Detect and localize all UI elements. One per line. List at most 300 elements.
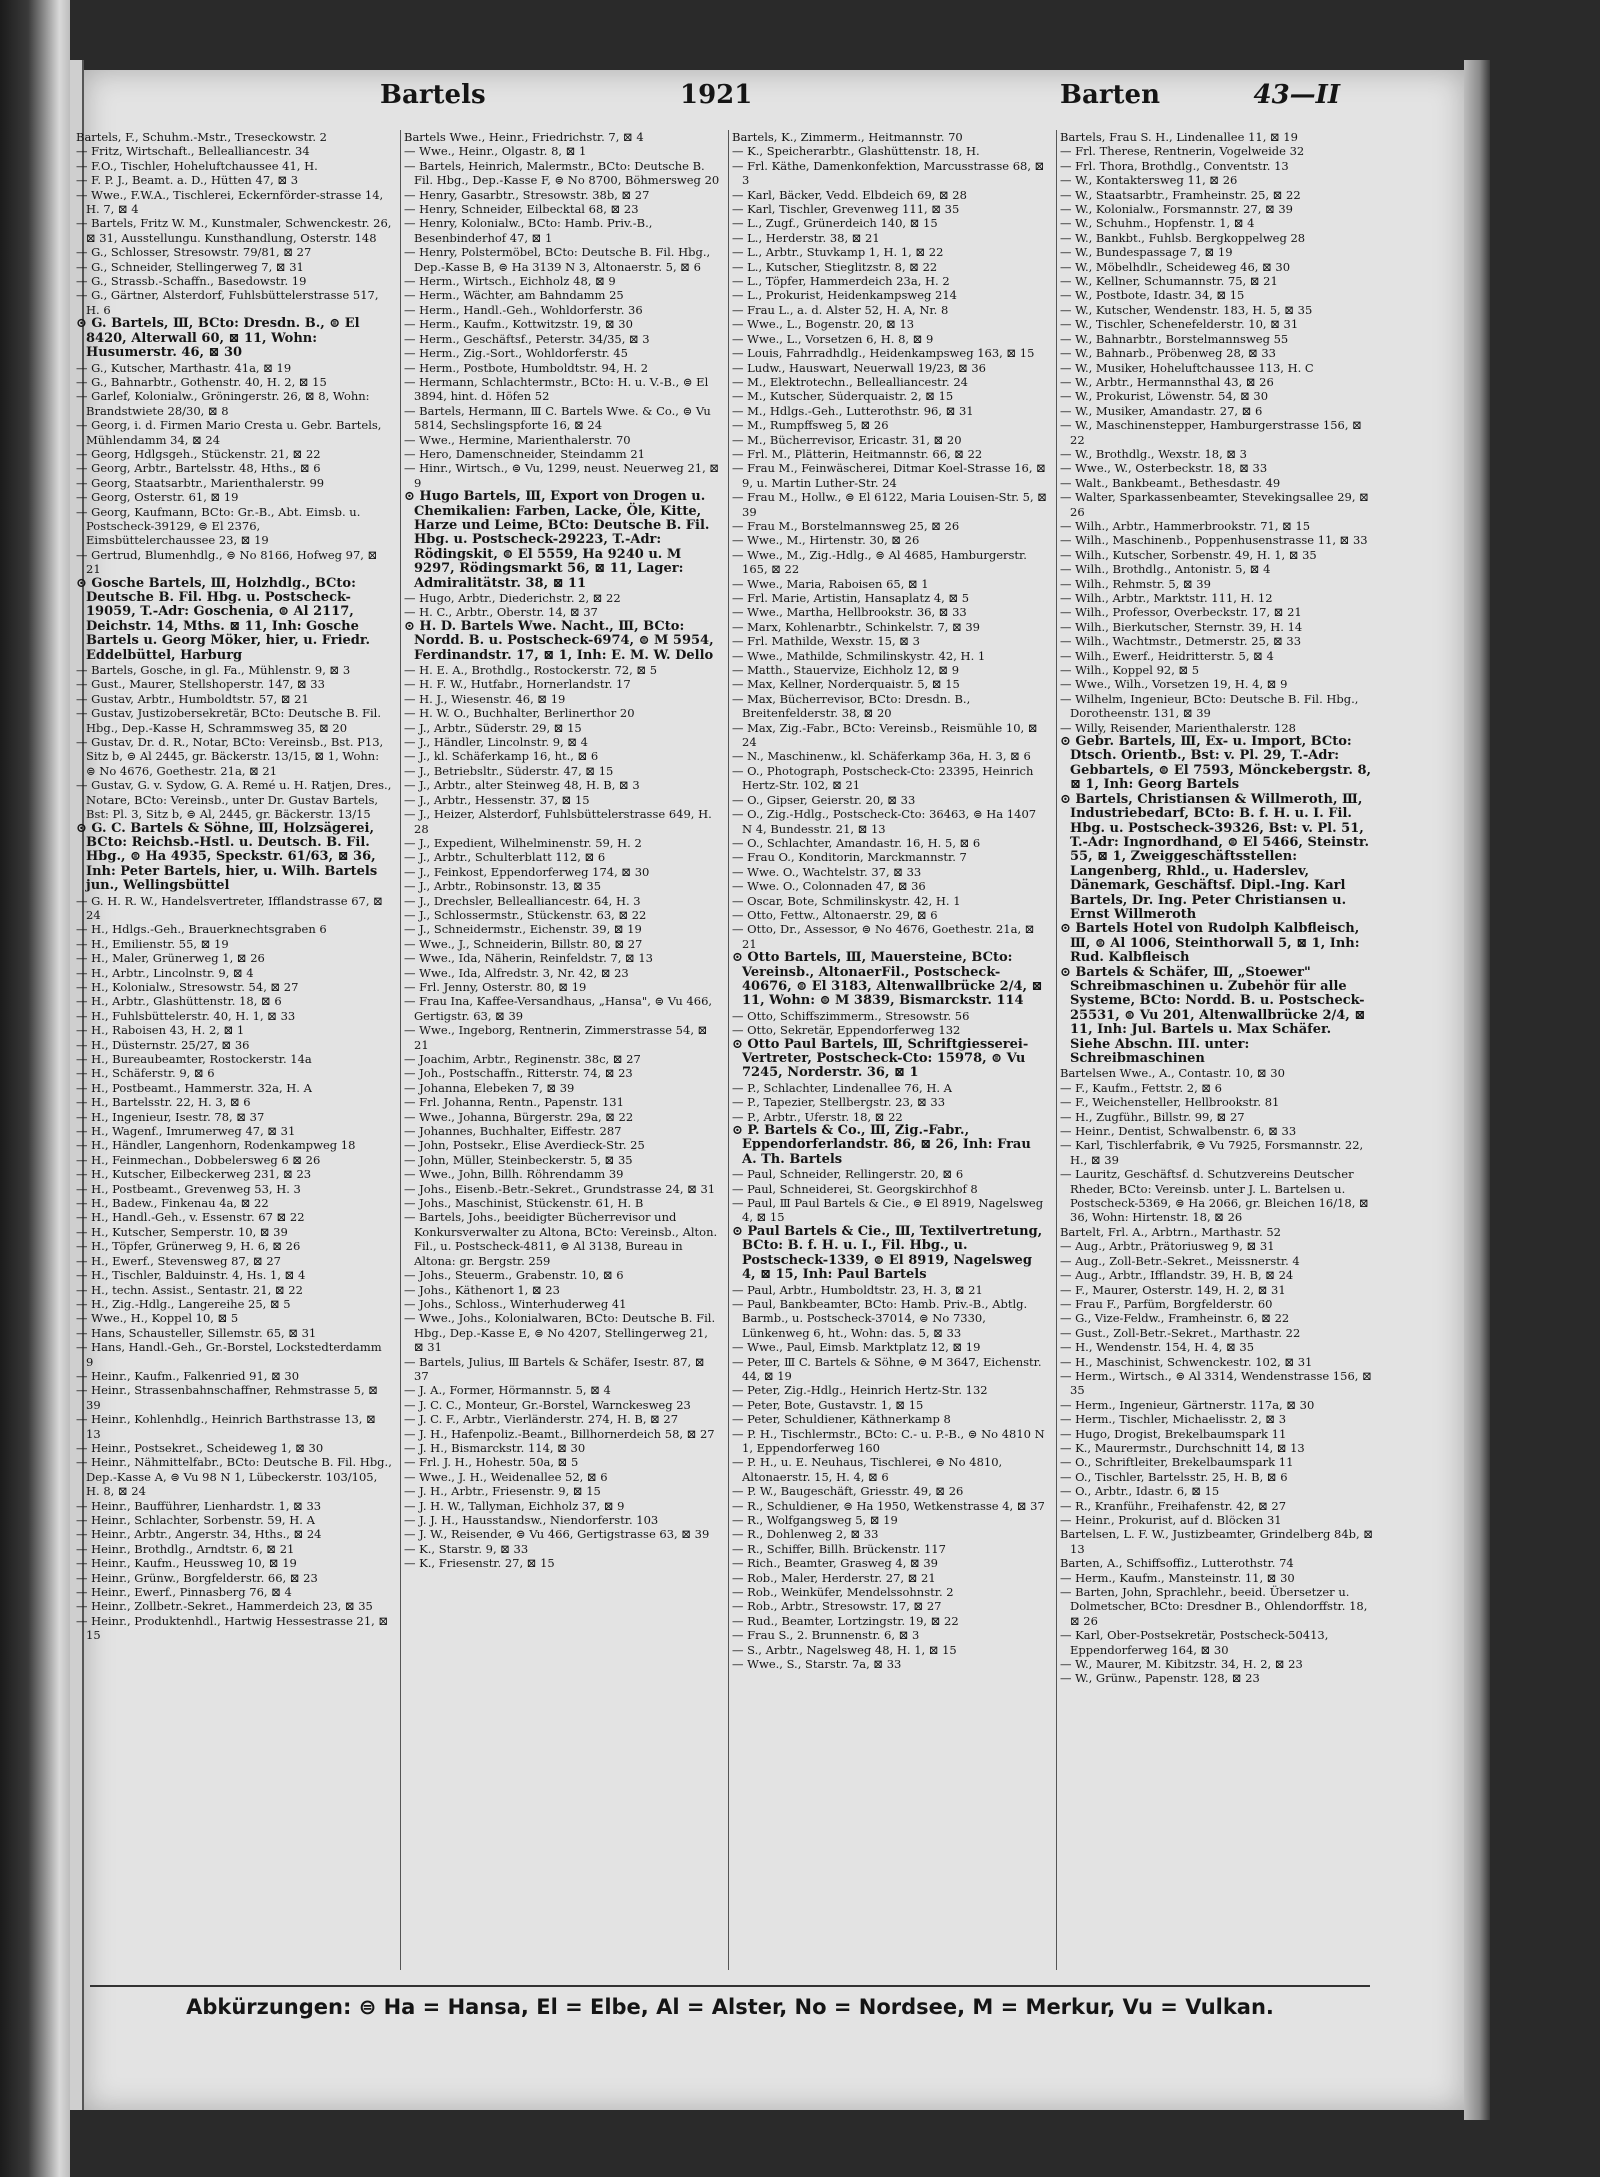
directory-entry: — Heinr., Arbtr., Angerstr. 34, Hths., ⊠ 24	[76, 1527, 322, 1542]
directory-entry: — Wilh., Arbtr., Marktstr. 111, H. 12	[1060, 591, 1273, 605]
directory-entry: — Aug., Arbtr., Prätoriusweg 9, ⊠ 31	[1060, 1239, 1275, 1254]
directory-entry: Barten, A., Schiffsoffiz., Lutterothstr. 74	[1060, 1556, 1294, 1571]
directory-entry: — Otto, Fettw., Altonaerstr. 29, ⊠ 6	[732, 907, 938, 922]
directory-entry: — W., Bahnarbtr., Borstelmannsweg 55	[1060, 331, 1289, 346]
directory-entry: — Wwe., L., Vorsetzen 6, H. 8, ⊠ 9	[732, 331, 934, 346]
directory-entry: — H., Tischler, Balduinstr. 4, Hs. 1, ⊠ 4	[76, 1268, 306, 1283]
directory-entry: — H. E. A., Brothdlg., Rostockerstr. 72, ⊠ 5	[404, 663, 658, 678]
directory-entry: — H., Emilienstr. 55, ⊠ 19	[76, 936, 229, 951]
directory-entry: — Heinr., Schlachter, Sorbenstr. 59, H. A	[76, 1513, 315, 1527]
directory-entry: — Georg, Hdlgsgeh., Stückenstr. 21, ⊠ 22	[76, 446, 321, 461]
directory-entry: — G., Bahnarbtr., Gothenstr. 40, H. 2, ⊠ 15	[76, 374, 327, 389]
directory-entry: — Georg, Staatsarbtr., Marienthalerstr. 99	[76, 475, 325, 490]
directory-entry: — P. H., u. E. Neuhaus, Tischlerei, ⊜ No 4810, Altonaerstr. 15, H. 4, ⊠ 6	[732, 1455, 1003, 1484]
directory-entry: — Frau S., 2. Brunnenstr. 6, ⊠ 3	[732, 1628, 920, 1643]
directory-entry: — J. H., Hafenpoliz.-Beamt., Billhornerdeich 58, ⊠ 27	[404, 1426, 715, 1441]
directory-entry: — J., Heizer, Alsterdorf, Fuhlsbüttelerstrasse 649, H. 28	[404, 807, 712, 836]
directory-entry: — Heinr., Kaufm., Heussweg 10, ⊠ 19	[76, 1556, 297, 1571]
directory-entry: Bartels, Frau S. H., Lindenallee 11, ⊠ 19	[1060, 130, 1298, 144]
directory-entry: — Heinr., Postsekret., Scheideweg 1, ⊠ 30	[76, 1440, 324, 1455]
directory-entry: ⊙ Otto Bartels, Ⅲ, Mauersteine, BCto: Vereinsb., AltonaerFil., Postscheck-40676, ⊜ El 3183, Altenwallbrücke 2/4, ⊠ 11, Wohn: ⊜ M 3839, Bismarckstr. 114	[732, 950, 1043, 1009]
directory-entry: — Wilh., Bierkutscher, Sternstr. 39, H. 14	[1060, 619, 1303, 634]
directory-entry: — Herm., Zig.-Sort., Wohldorferstr. 45	[404, 346, 628, 361]
directory-entry: — L., Zugf., Grünerdeich 140, ⊠ 15	[732, 216, 938, 231]
directory-entry: — Gertrud, Blumenhdlg., ⊜ No 8166, Hofweg 97, ⊠ 21	[76, 547, 378, 577]
directory-entry: — Gust., Zoll-Betr.-Sekret., Marthastr. 22	[1060, 1325, 1301, 1340]
directory-entry: — Paul, Arbtr., Humboldtstr. 23, H. 3, ⊠ 21	[732, 1282, 983, 1297]
directory-entry: — Herm., Postbote, Humboldtstr. 94, H. 2	[404, 360, 649, 375]
directory-entry: — Wwe. O., Colonnaden 47, ⊠ 36	[732, 879, 926, 894]
directory-entry: — Karl, Bäcker, Vedd. Elbdeich 69, ⊠ 28	[732, 187, 967, 202]
directory-entry: — L., Herderstr. 38, ⊠ 21	[732, 230, 880, 245]
directory-entry: — Johannes, Buchhalter, Eiffestr. 287	[404, 1124, 622, 1139]
directory-entry: — Bartels, Heinrich, Malermstr., BCto: Deutsche B. Fil. Hbg., Dep.-Kasse F, ⊜ No 8700, Böhmersweg 20	[404, 158, 720, 188]
directory-entry: — Wwe., M., Hirtenstr. 30, ⊠ 26	[732, 533, 920, 548]
directory-entry: — H. C., Arbtr., Oberstr. 14, ⊠ 37	[404, 605, 598, 620]
directory-entry: — H., Arbtr., Lincolnstr. 9, ⊠ 4	[76, 965, 254, 980]
directory-entry: — Georg, Osterstr. 61, ⊠ 19	[76, 490, 239, 505]
directory-entry: — S., Arbtr., Nagelsweg 48, H. 1, ⊠ 15	[732, 1642, 957, 1657]
directory-entry: — K., Speicherarbtr., Glashüttenstr. 18, H.	[732, 144, 980, 159]
directory-entry: — H. W. O., Buchhalter, Berlinerthor 20	[404, 706, 635, 721]
directory-entry: — Wilh., Wachtmstr., Detmerstr. 25, ⊠ 33	[1060, 634, 1302, 649]
directory-entry: — Bartels, Gosche, in gl. Fa., Mühlenstr. 9, ⊠ 3	[76, 663, 351, 678]
directory-entry: — H., Zig.-Hdlg., Langereihe 25, ⊠ 5	[76, 1296, 291, 1311]
directory-entry: — H., Kutscher, Semperstr. 10, ⊠ 39	[76, 1224, 288, 1239]
directory-entry: — R., Wolfgangsweg 5, ⊠ 19	[732, 1513, 898, 1527]
directory-entry: — K., Friesenstr. 27, ⊠ 15	[404, 1556, 555, 1571]
directory-entry: — J., Expedient, Wilhelminenstr. 59, H. 2	[404, 835, 642, 850]
directory-entry: — Paul, Ⅲ Paul Bartels & Cie., ⊜ El 8919, Nagelsweg 4, ⊠ 15	[732, 1196, 1044, 1225]
directory-entry: — Bartels, Fritz W. M., Kunstmaler, Schwenckestr. 26, ⊠ 31, Ausstellungu. Kunsthandlung, Osterstr. 148	[76, 216, 392, 245]
directory-entry: — Wwe., Johs., Kolonialwaren, BCto: Deutsche B. Fil. Hbg., Dep.-Kasse E, ⊜ No 4207, Stellingerweg 21, ⊠ 31	[404, 1311, 716, 1355]
directory-entry: — J., Arbtr., Süderstr. 29, ⊠ 15	[404, 720, 582, 735]
directory-entry: — R., Schuldiener, ⊜ Ha 1950, Wetkenstrasse 4, ⊠ 37	[732, 1498, 1045, 1513]
directory-entry: — R., Schiffer, Billh. Brückenstr. 117	[732, 1541, 946, 1556]
directory-entry: — Wwe., Ida, Alfredstr. 3, Nr. 42, ⊠ 23	[404, 965, 629, 980]
directory-entry: — Johs., Schloss., Winterhuderweg 41	[404, 1296, 627, 1311]
directory-entry: — Wwe., John, Billh. Röhrendamm 39	[404, 1167, 624, 1182]
directory-entry: — Gustav, Arbtr., Humboldtstr. 57, ⊠ 21	[76, 691, 309, 706]
directory-entry: — Heinr., Grünw., Borgfelderstr. 66, ⊠ 23	[76, 1570, 318, 1585]
directory-entry: — H., Bureaubeamter, Rostockerstr. 14a	[76, 1052, 312, 1066]
directory-entry: — Wwe., S., Starstr. 7a, ⊠ 33	[732, 1657, 902, 1672]
directory-entry: — Wwe., W., Osterbeckstr. 18, ⊠ 33	[1060, 461, 1268, 476]
directory-entry: — Wwe., Mathilde, Schmilinskystr. 42, H. 1	[732, 648, 986, 663]
directory-entry: — H., Badew., Finkenau 4a, ⊠ 22	[76, 1196, 269, 1211]
directory-entry: — H., Wagenf., Imrumerweg 47, ⊠ 31	[76, 1124, 296, 1139]
directory-entry: — Aug., Arbtr., Ifflandstr. 39, H. B, ⊠ 24	[1060, 1268, 1294, 1283]
directory-entry: — Gustav, G. v. Sydow, G. A. Remé u. H. Ratjen, Dres., Notare, BCto: Vereinsb., unter Dr. Gustav Bartels, Bst: Pl. 3, Sitz b, ⊜ Al, 2445, gr. Bäckerstr. 13/15	[76, 778, 392, 822]
header-last-name: Barten	[1060, 80, 1160, 110]
directory-entry: — O., Arbtr., Idastr. 6, ⊠ 15	[1060, 1484, 1220, 1499]
directory-entry: — Wilh., Maschinenb., Poppenhusenstrasse 11, ⊠ 33	[1060, 533, 1368, 548]
directory-entry: — Wwe., F.W.A., Tischlerei, Eckernförder-strasse 14, H. 7, ⊠ 4	[76, 187, 384, 217]
directory-entry: — Wwe., L., Bogenstr. 20, ⊠ 13	[732, 317, 915, 332]
directory-entry: — H., Raboisen 43, H. 2, ⊠ 1	[76, 1023, 245, 1038]
directory-entry: — Herm., Wächter, am Bahndamm 25	[404, 288, 624, 303]
directory-entry: — H., Düsternstr. 25/27, ⊠ 36	[76, 1037, 250, 1052]
directory-entry: — Heinr., Ewerf., Pinnasberg 76, ⊠ 4	[76, 1585, 292, 1600]
directory-entry: — Frau M., Feinwäscherei, Ditmar Koel-Strasse 16, ⊠ 9, u. Martin Luther-Str. 24	[732, 461, 1046, 490]
directory-entry: — F. P. J., Beamt. a. D., Hütten 47, ⊠ 3	[76, 173, 299, 188]
directory-entry: — Peter, Schuldiener, Käthnerkamp 8	[732, 1412, 951, 1427]
directory-entry: — J. J. H., Hausstandsw., Niendorferstr. 103	[404, 1513, 659, 1527]
directory-entry: — Johanna, Elebeken 7, ⊠ 39	[404, 1080, 575, 1095]
directory-entry: — Peter, Zig.-Hdlg., Heinrich Hertz-Str. 132	[732, 1383, 988, 1398]
directory-entry: — Lauritz, Geschäftsf. d. Schutzvereins Deutscher Rheder, BCto: Vereinsb. unter J. L. Bartelsen u. Postscheck-5369, ⊜ Ha 2066, gr. Bleichen 16/18, ⊠ 36, Wohn: Hirtenstr. 18, ⊠ 26	[1060, 1167, 1369, 1225]
directory-entry: — L., Arbtr., Stuvkamp 1, H. 1, ⊠ 22	[732, 245, 944, 260]
directory-entry: — Wwe., Ingeborg, Rentnerin, Zimmerstrasse 54, ⊠ 21	[404, 1023, 708, 1052]
directory-entry: — Wwe., H., Koppel 10, ⊠ 5	[76, 1311, 239, 1326]
directory-entry: — R., Kranführ., Freihafenstr. 42, ⊠ 27	[1060, 1498, 1287, 1513]
directory-entry: — Heinr., Kohlenhdlg., Heinrich Barthstrasse 13, ⊠ 13	[76, 1412, 376, 1441]
directory-entry: — O., Zig.-Hdlg., Postscheck-Cto: 36463, ⊜ Ha 1407 N 4, Bundesstr. 21, ⊠ 13	[732, 807, 1037, 836]
directory-entry: — Wilh., Arbtr., Hammerbrookstr. 71, ⊠ 15	[1060, 518, 1311, 533]
directory-entry: — Wilh., Professor, Overbeckstr. 17, ⊠ 21	[1060, 605, 1302, 620]
directory-entry: — Frau M., Hollw., ⊜ El 6122, Maria Louisen-Str. 5, ⊠ 39	[732, 490, 1047, 519]
directory-entry: — Wilh., Kutscher, Sorbenstr. 49, H. 1, ⊠ 35	[1060, 547, 1317, 562]
directory-entry: — Frl. Thora, Brothdlg., Conventstr. 13	[1060, 158, 1289, 173]
directory-entry: — J. H. W., Tallyman, Eichholz 37, ⊠ 9	[404, 1498, 625, 1513]
page-number: 43—II	[1253, 80, 1340, 110]
directory-entry: — Henry, Kolonialw., BCto: Hamb. Priv.-B., Besenbinderhof 47, ⊠ 1	[404, 216, 653, 245]
header-first-name: Bartels	[380, 80, 486, 110]
column-4	[1060, 130, 1376, 1970]
directory-entry: — G., Kutscher, Marthastr. 41a, ⊠ 19	[76, 360, 292, 375]
directory-entry: — J. A., Former, Hörmannstr. 5, ⊠ 4	[404, 1383, 611, 1398]
directory-entry: ⊙ Hugo Bartels, Ⅲ, Export von Drogen u. Chemikalien: Farben, Lacke, Öle, Kitte, Harze und Leime, BCto: Deutsche B. Fil. Hbg. u. Postscheck-29223, T.-Adr: Rödingskit, ⊜ El 5559, Ha 9240 u. M 9297, Rödingsmarkt 56, ⊠ 11, Lager: Admiralitätstr. 38, ⊠ 11	[404, 489, 710, 591]
directory-entry: — Peter, Ⅲ C. Bartels & Söhne, ⊜ M 3647, Eichenstr. 44, ⊠ 19	[732, 1354, 1042, 1383]
directory-entry: — W., Grünw., Papenstr. 128, ⊠ 23	[1060, 1671, 1260, 1686]
directory-entry: ⊙ G. Bartels, Ⅲ, BCto: Dresdn. B., ⊜ El 8420, Alterwall 60, ⊠ 11, Wohn: Husumerstr. 46, ⊠ 30	[76, 316, 360, 361]
directory-entry: Bartelsen, L. F. W., Justizbeamter, Grindelberg 84b, ⊠ 13	[1060, 1527, 1373, 1556]
directory-entry: — W., Kutscher, Wendenstr. 183, H. 5, ⊠ 35	[1060, 302, 1313, 317]
directory-entry: — O., Schlachter, Amandastr. 16, H. 5, ⊠ 6	[732, 835, 981, 850]
directory-entry: — Hugo, Drogist, Brekelbaumspark 11	[1060, 1426, 1287, 1441]
directory-entry: — Otto, Schiffszimmerm., Stresowstr. 56	[732, 1008, 970, 1023]
directory-entry: — W., Musiker, Hoheluftchaussee 113, H. C	[1060, 360, 1314, 375]
directory-entry: — H., Händler, Langenhorn, Rodenkampweg 18	[76, 1138, 356, 1153]
directory-entry: — Herm., Kaufm., Kottwitzstr. 19, ⊠ 30	[404, 317, 633, 332]
directory-entry: — Karl, Tischlerfabrik, ⊜ Vu 7925, Forsmannstr. 22, H., ⊠ 39	[1060, 1138, 1364, 1167]
directory-entry: — Herm., Handl.-Geh., Wohldorferstr. 36	[404, 302, 643, 317]
directory-entry: — Georg, i. d. Firmen Mario Cresta u. Gebr. Bartels, Mühlendamm 34, ⊠ 24	[76, 418, 382, 447]
directory-entry: Bartels Wwe., Heinr., Friedrichstr. 7, ⊠ 4	[404, 130, 644, 144]
directory-entry: — Frau F., Parfüm, Borgfelderstr. 60	[1060, 1296, 1273, 1311]
directory-entry: — Johs., Eisenb.-Betr.-Sekret., Grundstrasse 24, ⊠ 31	[404, 1181, 716, 1196]
directory-entry: ⊙ Otto Paul Bartels, Ⅲ, Schriftgiesserei-Vertreter, Postscheck-Cto: 15978, ⊜ Vu 7245, Norderstr. 36, ⊠ 1	[732, 1036, 1029, 1081]
directory-entry: — W., Staatsarbtr., Framheinstr. 25, ⊠ 22	[1060, 187, 1301, 202]
directory-entry: — John, Postsekr., Elise Averdieck-Str. 25	[404, 1138, 645, 1153]
directory-entry: — W., Maurer, M. Kibitzstr. 34, H. 2, ⊠ 23	[1060, 1657, 1303, 1672]
directory-entry: — H., Maschinist, Schwenckestr. 102, ⊠ 31	[1060, 1354, 1313, 1369]
directory-entry: — Johs., Maschinist, Stückenstr. 61, H. B	[404, 1196, 644, 1211]
directory-entry: — Hans, Schausteller, Sillemstr. 65, ⊠ 31	[76, 1325, 317, 1340]
directory-entry: — Louis, Fahrradhdlg., Heidenkampsweg 163, ⊠ 15	[732, 346, 1035, 361]
directory-entry: — Frau Ina, Kaffee-Versandhaus, „Hansa", ⊜ Vu 466, Gertigstr. 63, ⊠ 39	[404, 994, 713, 1023]
directory-entry: — G., Schlosser, Stresowstr. 79/81, ⊠ 27	[76, 245, 312, 260]
directory-entry: — Hans, Handl.-Geh., Gr.-Borstel, Lockstedterdamm 9	[76, 1340, 382, 1369]
directory-entry: — Herm., Ingenieur, Gärtnerstr. 117a, ⊠ 30	[1060, 1397, 1315, 1412]
directory-entry: — O., Tischler, Bartelsstr. 25, H. B, ⊠ 6	[1060, 1469, 1288, 1484]
directory-entry: — Heinr., Kaufm., Falkenried 91, ⊠ 30	[76, 1368, 300, 1383]
directory-entry: — Paul, Bankbeamter, BCto: Hamb. Priv.-B., Abtlg. Barmb., u. Postscheck-37014, ⊜ No 7330, Lünkenweg 6, ht., Wohn: das. 5, ⊠ 33	[732, 1296, 1028, 1340]
directory-entry: — Gustav, Justizobersekretär, BCto: Deutsche B. Fil. Hbg., Dep.-Kasse H, Schrammsweg 35, ⊠ 20	[76, 706, 381, 735]
directory-entry: — Otto, Dr., Assessor, ⊜ No 4676, Goethestr. 21a, ⊠ 21	[732, 922, 1035, 951]
directory-entry: — N., Maschinenw., kl. Schäferkamp 36a, H. 3, ⊠ 6	[732, 749, 1031, 764]
directory-entry: — H., Postbeamt., Grevenweg 53, H. 3	[76, 1181, 301, 1196]
directory-entry: — Rob., Arbtr., Stresowstr. 17, ⊠ 27	[732, 1599, 942, 1614]
directory-entry: — J. W., Reisender, ⊜ Vu 466, Gertigstrasse 63, ⊠ 39	[404, 1527, 710, 1542]
directory-entry: ⊙ Bartels, Christiansen & Willmeroth, Ⅲ, Industriebedarf, BCto: B. f. H. u. I. Fil. Hbg. u. Postscheck-39326, Bst: v. Pl. 51, T.-Adr: Ingnordhand, ⊜ El 5466, Steinstr. 55, ⊠ 1, Zweiggeschäftsstellen: Langenberg, Rhld., u. Haderslev, Dänemark, Geschäftsf. Dipl.-Ing. Karl Bartels, Dr. Ing. Peter Christiansen u. Ernst Willmeroth	[1060, 791, 1370, 922]
directory-entry: — H., Handl.-Geh., v. Essenstr. 67 ⊠ 22	[76, 1210, 305, 1225]
directory-entry: — M., Hdlgs.-Geh., Lutterothstr. 96, ⊠ 31	[732, 403, 974, 418]
directory-entry: — L., Kutscher, Stieglitzstr. 8, ⊠ 22	[732, 259, 938, 274]
directory-entry: — L., Töpfer, Hammerdeich 23a, H. 2	[732, 274, 950, 289]
directory-entry: — Frl. Jenny, Osterstr. 80, ⊠ 19	[404, 979, 587, 994]
directory-entry: — H., Wendenstr. 154, H. 4, ⊠ 35	[1060, 1340, 1255, 1355]
directory-entry: — H., Postbeamt., Hammerstr. 32a, H. A	[76, 1080, 312, 1095]
directory-entry: — G., Vize-Feldw., Framheinstr. 6, ⊠ 22	[1060, 1311, 1290, 1326]
directory-entry: — W., Kolonialw., Forsmannstr. 27, ⊠ 39	[1060, 202, 1293, 217]
directory-entry: — Georg, Arbtr., Bartelsstr. 48, Hths., ⊠ 6	[76, 461, 321, 476]
directory-entry: — Herm., Wirtsch., ⊜ Al 3314, Wendenstrasse 156, ⊠ 35	[1060, 1368, 1372, 1398]
directory-entry: — G., Gärtner, Alsterdorf, Fuhlsbüttelerstrasse 517, H. 6	[76, 288, 379, 317]
directory-entry: — Willy, Reisender, Marienthalerstr. 128	[1060, 720, 1296, 735]
directory-entry: — Barten, John, Sprachlehr., beeid. Übersetzer u. Dolmetscher, BCto: Dresdner B., Ohlendorffstr. 18, ⊠ 26	[1060, 1585, 1368, 1628]
directory-entry: — H., Ewerf., Stevensweg 87, ⊠ 27	[76, 1253, 281, 1268]
directory-entry: — Peter, Bote, Gustavstr. 1, ⊠ 15	[732, 1397, 924, 1412]
directory-entry: — Wwe., Martha, Hellbrookstr. 36, ⊠ 33	[732, 605, 967, 620]
directory-entry: — Frau M., Borstelmannsweg 25, ⊠ 26	[732, 518, 960, 533]
directory-entry: — H., Arbtr., Glashüttenstr. 18, ⊠ 6	[76, 994, 282, 1009]
directory-entry: — Frl. Mathilde, Wexstr. 15, ⊠ 3	[732, 634, 920, 649]
directory-entry: — R., Dohlenweg 2, ⊠ 33	[732, 1527, 879, 1542]
directory-entry: — W., Arbtr., Hermannsthal 43, ⊠ 26	[1060, 374, 1274, 389]
directory-entry: — M., Kutscher, Süderquaistr. 2, ⊠ 15	[732, 389, 954, 404]
directory-entry: — W., Brothdlg., Wexstr. 18, ⊠ 3	[1060, 446, 1247, 461]
directory-entry: — Wwe., J. H., Weidenallee 52, ⊠ 6	[404, 1469, 608, 1484]
directory-entry: — J., Schneidermstr., Eichenstr. 39, ⊠ 19	[404, 922, 642, 937]
directory-entry: — Heinr., Prokurist, auf d. Blöcken 31	[1060, 1513, 1282, 1527]
directory-entry: — Wilh., Ewerf., Heidritterstr. 5, ⊠ 4	[1060, 648, 1274, 663]
directory-entry: — Karl, Ober-Postsekretär, Postscheck-50413, Eppendorferweg 164, ⊠ 30	[1060, 1628, 1329, 1657]
directory-entry: — P., Arbtr., Uferstr. 18, ⊠ 22	[732, 1109, 903, 1124]
directory-entry: — Marx, Kohlenarbtr., Schinkelstr. 7, ⊠ 39	[732, 619, 981, 634]
directory-entry: — K., Maurermstr., Durchschnitt 14, ⊠ 13	[1060, 1440, 1305, 1455]
directory-entry: — Rob., Maler, Herderstr. 27, ⊠ 21	[732, 1570, 936, 1585]
directory-entry: — Herm., Wirtsch., Eichholz 48, ⊠ 9	[404, 274, 616, 289]
directory-entry: — Herm., Kaufm., Mansteinstr. 11, ⊠ 30	[1060, 1570, 1295, 1585]
directory-entry: — Heinr., Baufführer, Lienhardstr. 1, ⊠ 33	[76, 1498, 322, 1513]
directory-entry: — Bartels, Julius, Ⅲ Bartels & Schäfer, Isestr. 87, ⊠ 37	[404, 1354, 705, 1383]
directory-entry: — Hero, Damenschneider, Steindamm 21	[404, 446, 645, 461]
directory-entry: — Wwe., Hermine, Marienthalerstr. 70	[404, 432, 631, 447]
directory-entry: — Wwe., Paul, Eimsb. Marktplatz 12, ⊠ 19	[732, 1340, 981, 1355]
directory-entry: — J., Arbtr., alter Steinweg 48, H. B, ⊠ 3	[404, 778, 640, 793]
directory-entry: — W., Kontaktersweg 11, ⊠ 26	[1060, 173, 1238, 188]
directory-entry: — W., Maschinenstepper, Hamburgerstrasse 156, ⊠ 22	[1060, 418, 1362, 447]
directory-entry: — Max, Zig.-Fabr., BCto: Vereinsb., Reismühle 10, ⊠ 24	[732, 720, 1038, 750]
directory-entry: ⊙ Bartels & Schäfer, Ⅲ, „Stoewer" Schreibmaschinen u. Zubehör für alle Systeme, BCto: Nordd. B. u. Postscheck-25531, ⊜ Vu 201, Altenwallbrücke 2/4, ⊠ 11, Inh: Jul. Bartels u. Max Schäfer. Siehe Abschn. III. unter: Schreibmaschinen	[1060, 964, 1366, 1066]
directory-entry: — Wilh., Koppel 92, ⊠ 5	[1060, 663, 1200, 678]
directory-entry: — H. J., Wiesenstr. 46, ⊠ 19	[404, 691, 566, 706]
directory-entry: — H., Schäferstr. 9, ⊠ 6	[76, 1066, 215, 1081]
directory-entry: — Wwe., Johanna, Bürgerstr. 29a, ⊠ 22	[404, 1109, 634, 1124]
directory-entry: — Wwe., J., Schneiderin, Billstr. 80, ⊠ 27	[404, 936, 643, 951]
directory-entry: — Georg, Kaufmann, BCto: Gr.-B., Abt. Eimsb. u. Postscheck-39129, ⊜ El 2376, Eimsbüttelerchaussee 23, ⊠ 19	[76, 504, 361, 548]
directory-entry: — P. W., Baugeschäft, Griesstr. 49, ⊠ 26	[732, 1484, 964, 1499]
directory-entry: — J., Betriebsltr., Süderstr. 47, ⊠ 15	[404, 763, 614, 778]
directory-entry: — W., Bahnarb., Pröbenweg 28, ⊠ 33	[1060, 346, 1277, 361]
directory-entry: — O., Schriftleiter, Brekelbaumspark 11	[1060, 1455, 1294, 1470]
directory-entry: — L., Prokurist, Heidenkampsweg 214	[732, 288, 957, 303]
directory-entry: — H., Kolonialw., Stresowstr. 54, ⊠ 27	[76, 979, 299, 994]
directory-entry: — Max, Bücherrevisor, BCto: Dresdn. B., Breitenfelderstr. 38, ⊠ 20	[732, 691, 971, 721]
directory-entry: — Hugo, Arbtr., Diederichstr. 2, ⊠ 22	[404, 591, 621, 605]
directory-entry: — G., Schneider, Stellingerweg 7, ⊠ 31	[76, 259, 304, 274]
directory-entry: — Frl. Therese, Rentnerin, Vogelweide 32	[1060, 144, 1305, 159]
directory-entry: — John, Müller, Steinbeckerstr. 5, ⊠ 35	[404, 1152, 633, 1167]
directory-entry: — Matth., Stauervize, Eichholz 12, ⊠ 9	[732, 663, 960, 678]
directory-entry: — Garlef, Kolonialw., Gröningerstr. 26, ⊠ 8, Wohn: Brandstwiete 28/30, ⊠ 8	[76, 389, 370, 418]
header-year: 1921	[680, 80, 753, 110]
directory-entry: — Rud., Beamter, Lortzingstr. 19, ⊠ 22	[732, 1613, 959, 1628]
directory-entry: — J., Arbtr., Hessenstr. 37, ⊠ 15	[404, 792, 590, 807]
directory-entry: Bartelsen Wwe., A., Contastr. 10, ⊠ 30	[1060, 1066, 1285, 1081]
directory-entry: ⊙ Gebr. Bartels, Ⅲ, Ex- u. Import, BCto: Dtsch. Orientb., Bst: v. Pl. 29, T.-Adr: Gebbartels, ⊜ El 7593, Mönckebergstr. 8, ⊠ 1, Inh: Georg Bartels	[1060, 734, 1372, 793]
directory-entry: ⊙ Gosche Bartels, Ⅲ, Holzhdlg., BCto: Deutsche B. Fil. Hbg. u. Postscheck-19059, T.-Adr: Goschenia, ⊜ Al 2117, Deichstr. 14, Mths. ⊠ 11, Inh: Gosche Bartels u. Georg Möker, hier, u. Friedr. Eddelbüttel, Harburg	[76, 575, 371, 663]
directory-entry: ⊙ P. Bartels & Co., Ⅲ, Zig.-Fabr., Eppendorferlandstr. 86, ⊠ 26, Inh: Frau A. Th. Bartels	[732, 1123, 1031, 1167]
directory-entry: — H., Feinmechan., Dobbelersweg 6 ⊠ 26	[76, 1152, 321, 1167]
directory-entry: — Heinr., Zollbetr.-Sekret., Hammerdeich 23, ⊠ 35	[76, 1599, 373, 1614]
directory-entry: — Wilh., Rehmstr. 5, ⊠ 39	[1060, 576, 1211, 591]
directory-entry: — Henry, Gasarbtr., Stresowstr. 38b, ⊠ 27	[404, 187, 650, 202]
directory-entry: — Wwe., Maria, Raboisen 65, ⊠ 1	[732, 576, 929, 591]
directory-entry: — G., Strassb.-Schaffn., Basedowstr. 19	[76, 274, 307, 289]
directory-entry: ⊙ Bartels Hotel von Rudolph Kalbfleisch, Ⅲ, ⊜ Al 1006, Steinthorwall 5, ⊠ 1, Inh: Rud. Kalbfleisch	[1060, 921, 1360, 966]
directory-entry: — M., Elektrotechn., Bellealliancestr. 24	[732, 374, 968, 389]
directory-entry: — H., Maler, Grünerweg 1, ⊠ 26	[76, 951, 265, 966]
directory-entry: — Herm., Geschäftsf., Peterstr. 34/35, ⊠ 3	[404, 331, 650, 346]
directory-entry: — W., Bundespassage 7, ⊠ 19	[1060, 245, 1233, 260]
directory-entry: — H., Bartelsstr. 22, H. 3, ⊠ 6	[76, 1095, 251, 1110]
column-3	[732, 130, 1048, 1970]
directory-entry: — Joh., Postschaffn., Ritterstr. 74, ⊠ 23	[404, 1066, 633, 1081]
directory-entry: — F., Kaufm., Fettstr. 2, ⊠ 6	[1060, 1080, 1222, 1095]
directory-entry: — Hinr., Wirtsch., ⊜ Vu, 1299, neust. Neuerweg 21, ⊠ 9	[404, 461, 720, 490]
directory-entry: — Herm., Tischler, Michaelisstr. 2, ⊠ 3	[1060, 1412, 1287, 1427]
column-2	[404, 130, 720, 1970]
directory-entry: — Rob., Weinküfer, Mendelssohnstr. 2	[732, 1585, 954, 1600]
directory-entry: — Johs., Steuerm., Grabenstr. 10, ⊠ 6	[404, 1268, 624, 1283]
directory-entry: — Oscar, Bote, Schmilinskystr. 42, H. 1	[732, 893, 961, 908]
directory-entry: — O., Photograph, Postscheck-Cto: 23395, Heinrich Hertz-Str. 102, ⊠ 21	[732, 763, 1034, 793]
directory-entry: — Paul, Schneiderei, St. Georgskirchhof 8	[732, 1181, 978, 1196]
directory-entry: Bartelt, Frl. A., Arbtrn., Marthastr. 52	[1060, 1224, 1281, 1239]
directory-entry: — Wilhelm, Ingenieur, BCto: Deutsche B. Fil. Hbg., Dorotheenstr. 131, ⊠ 39	[1060, 691, 1359, 721]
directory-entry: — Henry, Polstermöbel, BCto: Deutsche B. Fil. Hbg., Dep.-Kasse B, ⊜ Ha 3139 N 3, Altonaerstr. 5, ⊠ 6	[404, 245, 711, 274]
directory-entry: — Wwe. O., Wachtelstr. 37, ⊠ 33	[732, 864, 922, 879]
directory-entry: — H., Fuhlsbüttelerstr. 40, H. 1, ⊠ 33	[76, 1008, 296, 1023]
directory-entry: — J. C. F., Arbtr., Vierländerstr. 274, H. B, ⊠ 27	[404, 1412, 679, 1427]
directory-entry: — W., Musiker, Amandastr. 27, ⊠ 6	[1060, 403, 1263, 418]
directory-entry: Bartels, F., Schuhm.-Mstr., Treseckowstr. 2	[76, 130, 328, 144]
directory-entry: — P. H., Tischlermstr., BCto: C.- u. P.-B., ⊜ No 4810 N 1, Eppendorferweg 160	[732, 1426, 1045, 1455]
directory-entry: — W., Bankbt., Fuhlsb. Bergkoppelweg 28	[1060, 230, 1306, 245]
directory-entry: — H. F. W., Hutfabr., Hornerlandstr. 17	[404, 677, 631, 692]
directory-entry: — J. C. C., Monteur, Gr.-Borstel, Warnckesweg 23	[404, 1397, 691, 1412]
directory-entry: — H., Ingenieur, Isestr. 78, ⊠ 37	[76, 1109, 265, 1124]
directory-entry: — Wilh., Brothdlg., Antonistr. 5, ⊠ 4	[1060, 562, 1271, 577]
directory-entry: — Frl. M., Plätterin, Heitmannstr. 66, ⊠ 22	[732, 446, 983, 461]
directory-entry: — Johs., Käthenort 1, ⊠ 23	[404, 1282, 560, 1297]
directory-entry: ⊙ G. C. Bartels & Söhne, Ⅲ, Holzsägerei, BCto: Reichsb.-Hstl. u. Deutsch. B. Fil. Hbg., ⊜ Ha 4935, Speckstr. 61/63, ⊠ 36, Inh: Peter Bartels, hier, u. Wilh. Bartels jun., Wellingsbüttel	[76, 820, 378, 894]
column-1	[76, 130, 392, 1970]
directory-entry: — H., Zugführ., Billstr. 99, ⊠ 27	[1060, 1109, 1245, 1124]
directory-entry: ⊙ Paul Bartels & Cie., Ⅲ, Textilvertretung, BCto: B. f. H. u. I., Fil. Hbg., u. Postscheck-1339, ⊜ El 8919, Nagelsweg 4, ⊠ 15, Inh: Paul Bartels	[732, 1223, 1043, 1283]
directory-entry: — W., Tischler, Schenefelderstr. 10, ⊠ 31	[1060, 317, 1299, 332]
directory-entry: — Heinr., Dentist, Schwalbenstr. 6, ⊠ 33	[1060, 1124, 1297, 1139]
directory-entry: — Karl, Tischler, Grevenweg 111, ⊠ 35	[732, 202, 960, 217]
directory-entry: — Frl. Johanna, Rentn., Papenstr. 131	[404, 1095, 624, 1110]
directory-entry: — J., kl. Schäferkamp 16, ht., ⊠ 6	[404, 749, 599, 764]
directory-entry: — Heinr., Strassenbahnschaffner, Rehmstrasse 5, ⊠ 39	[76, 1383, 378, 1412]
directory-entry: — Hermann, Schlachtermstr., BCto: H. u. V.-B., ⊜ El 3894, hint. d. Höfen 52	[404, 374, 709, 404]
directory-entry: — Paul, Schneider, Rellingerstr. 20, ⊠ 6	[732, 1167, 964, 1182]
directory-entry: — H., techn. Assist., Sentastr. 21, ⊠ 22	[76, 1282, 303, 1297]
directory-entry: — G. H. R. W., Handelsvertreter, Ifflandstrasse 67, ⊠ 24	[76, 893, 383, 922]
directory-entry: — J., Drechsler, Bellealliancestr. 64, H. 3	[404, 893, 641, 908]
page-stack-edge	[1464, 60, 1490, 2120]
directory-entry: — Frl. J. H., Hohestr. 50a, ⊠ 5	[404, 1455, 579, 1470]
directory-entry: — W., Möbelhdlr., Scheideweg 46, ⊠ 30	[1060, 259, 1291, 274]
directory-entry: — Henry, Schneider, Eilbecktal 68, ⊠ 23	[404, 202, 639, 217]
directory-entry: — F.O., Tischler, Hoheluftchaussee 41, H.	[76, 158, 318, 173]
directory-entry: — H., Hdlgs.-Geh., Brauerknechtsgraben 6	[76, 922, 327, 937]
directory-entry: — J. H., Bismarckstr. 114, ⊠ 30	[404, 1440, 586, 1455]
directory-entry: — Ludw., Hauswart, Neuerwall 19/23, ⊠ 36	[732, 360, 986, 375]
directory-entry: — Aug., Zoll-Betr.-Sekret., Meissnerstr. 4	[1060, 1253, 1300, 1268]
directory-entry: — H., Kutscher, Eilbeckerweg 231, ⊠ 23	[76, 1167, 312, 1182]
directory-entry: — Wwe., Wilh., Vorsetzen 19, H. 4, ⊠ 9	[1060, 677, 1288, 692]
directory-entry: — M., Bücherrevisor, Ericastr. 31, ⊠ 20	[732, 432, 962, 447]
directory-entry: — J., Arbtr., Schulterblatt 112, ⊠ 6	[404, 850, 606, 865]
directory-entry: — J., Schlossermstr., Stückenstr. 63, ⊠ 22	[404, 907, 647, 922]
directory-entry: — F., Weichensteller, Hellbrookstr. 81	[1060, 1095, 1280, 1110]
directory-entry: — Rich., Beamter, Grasweg 4, ⊠ 39	[732, 1556, 938, 1571]
directory-entry: — Fritz, Wirtschaft., Bellealliancestr. 34	[76, 144, 310, 159]
directory-entry: — P., Schlachter, Lindenallee 76, H. A	[732, 1080, 952, 1095]
directory-entry: — Wwe., M., Zig.-Hdlg., ⊜ Al 4685, Hamburgerstr. 165, ⊠ 22	[732, 547, 1027, 577]
directory-entry: — W., Kellner, Schumannstr. 75, ⊠ 21	[1060, 274, 1278, 289]
directory-entry: — W., Postbote, Idastr. 34, ⊠ 15	[1060, 288, 1245, 303]
directory-entry: — J. H., Arbtr., Friesenstr. 9, ⊠ 15	[404, 1484, 601, 1499]
book-spine	[0, 0, 70, 2177]
directory-entry: — Gust., Maurer, Stellshoperstr. 147, ⊠ 33	[76, 677, 325, 692]
directory-entry: — Wwe., Ida, Näherin, Reinfeldstr. 7, ⊠ 13	[404, 951, 653, 966]
directory-entry: — Joachim, Arbtr., Reginenstr. 38c, ⊠ 27	[404, 1052, 641, 1066]
directory-entry: — K., Starstr. 9, ⊠ 33	[404, 1541, 529, 1556]
directory-entry: — Gustav, Dr. d. R., Notar, BCto: Vereinsb., Bst. P13, Sitz b, ⊜ Al 2445, gr. Bäckerstr. 13/15, ⊠ 1, Wohn: ⊜ No 4676, Goethestr. 21a, ⊠ 21	[76, 735, 384, 778]
directory-entry: — Otto, Sekretär, Eppendorferweg 132	[732, 1023, 961, 1038]
directory-entry: Bartels, K., Zimmerm., Heitmannstr. 70	[732, 130, 963, 144]
running-header	[60, 80, 1340, 120]
directory-entry: — Frl. Marie, Artistin, Hansaplatz 4, ⊠ 5	[732, 591, 970, 605]
directory-entry: — Bartels, Johs., beeidigter Bücherrevisor und Konkursverwalter zu Altona, BCto: Vereinsb., Alton. Fil., u. Postscheck-4811, ⊜ Al 3138, Bureau in Altona: gr. Bergstr. 259	[404, 1210, 718, 1268]
directory-entry: — Heinr., Produktenhdl., Hartwig Hessestrasse 21, ⊠ 15	[76, 1613, 389, 1643]
